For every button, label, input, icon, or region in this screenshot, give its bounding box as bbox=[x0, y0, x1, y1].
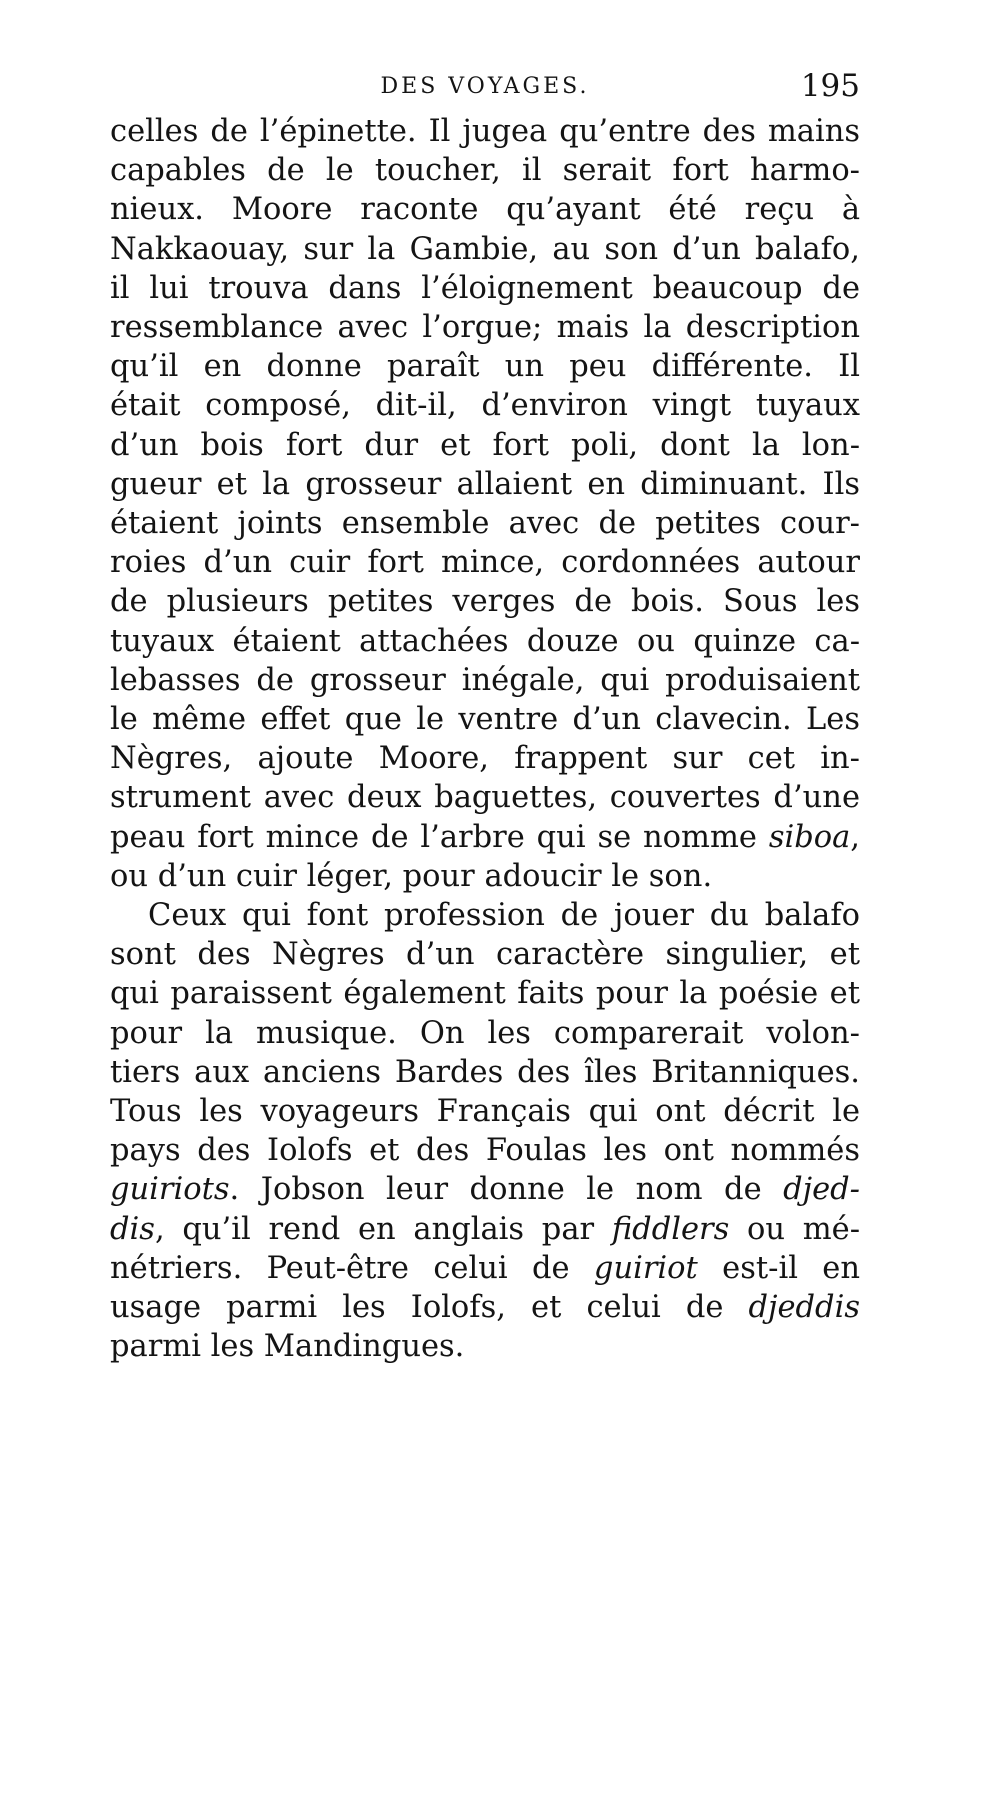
text-line bbox=[110, 112, 860, 151]
text-segment: ressemblance avec l’orgue; mais la description bbox=[110, 310, 860, 346]
text-segment: peau fort mince de l’arbre qui se nomme bbox=[110, 819, 769, 855]
text-line bbox=[110, 190, 860, 229]
text-segment: pour la musique. On les comparerait volon- bbox=[110, 1015, 860, 1051]
italic-word: guiriots bbox=[110, 1172, 230, 1208]
text-segment: , qu’il rend en anglais par bbox=[154, 1211, 612, 1247]
text-segment: le même effet que le ventre d’un clavecin. Les bbox=[110, 702, 860, 738]
text-segment: gueur et la grosseur allaient en diminuant. Ils bbox=[110, 466, 860, 502]
text-segment: nieux. Moore raconte qu’ayant été reçu à bbox=[110, 192, 860, 228]
text-line bbox=[110, 1170, 860, 1209]
italic-word: djed- bbox=[783, 1172, 860, 1208]
text-segment: il lui trouva dans l’éloignement beaucoup de bbox=[110, 270, 860, 306]
text-line bbox=[110, 543, 860, 582]
text-segment: tiers aux anciens Bardes des îles Britanniques. bbox=[110, 1054, 860, 1090]
text-segment: était composé, dit-il, d’environ vingt tuyaux bbox=[110, 388, 860, 424]
text-segment: ou mé- bbox=[729, 1211, 860, 1247]
text-segment: . Jobson leur donne le nom de bbox=[229, 1172, 784, 1208]
text-line bbox=[110, 974, 860, 1013]
text-segment: Tous les voyageurs Français qui ont décrit le bbox=[110, 1094, 860, 1130]
text-line bbox=[110, 1288, 860, 1327]
text-line bbox=[110, 700, 860, 739]
text-line bbox=[110, 818, 860, 857]
text-line bbox=[110, 1014, 860, 1053]
text-segment: d’un bois fort dur et fort poli, dont la lon- bbox=[110, 427, 860, 463]
text-segment: Ceux qui font profession de jouer du balafo bbox=[148, 898, 860, 934]
text-segment: celles de l’épinette. Il jugea qu’entre des mains bbox=[110, 114, 860, 149]
text-line bbox=[110, 857, 860, 896]
text-line bbox=[110, 269, 860, 308]
text-line bbox=[110, 504, 860, 543]
text-segment: qu’il en donne paraît un peu différente. Il bbox=[110, 349, 860, 385]
text-segment: de plusieurs petites verges de bois. Sous les bbox=[110, 584, 860, 620]
text-line bbox=[110, 778, 860, 817]
body-text bbox=[110, 112, 860, 1367]
text-line bbox=[110, 739, 860, 778]
text-line bbox=[110, 308, 860, 347]
text-line bbox=[110, 347, 860, 386]
text-segment: étaient joints ensemble avec de petites cour- bbox=[110, 506, 860, 542]
text-segment: Nakkaouay, sur la Gambie, au son d’un balafo, bbox=[110, 231, 860, 267]
text-line bbox=[110, 661, 860, 700]
text-segment: Nègres, ajoute Moore, frappent sur cet in- bbox=[110, 741, 860, 777]
text-line bbox=[110, 426, 860, 465]
text-segment: parmi les Mandingues. bbox=[110, 1329, 465, 1365]
text-segment: nétriers. Peut-être celui de bbox=[110, 1250, 594, 1286]
text-line bbox=[110, 386, 860, 425]
text-line bbox=[110, 1327, 860, 1366]
text-segment: qui paraissent également faits pour la poésie et bbox=[110, 976, 860, 1012]
italic-word: djeddis bbox=[748, 1290, 860, 1326]
paragraph bbox=[110, 112, 860, 896]
text-segment: tuyaux étaient attachées douze ou quinze ca- bbox=[110, 623, 860, 659]
text-line bbox=[110, 230, 860, 269]
running-head bbox=[110, 68, 860, 108]
text-line bbox=[110, 151, 860, 190]
text-segment: strument avec deux baguettes, couvertes d’une bbox=[110, 780, 860, 816]
text-segment: pays des Iolofs et des Foulas les ont nommés bbox=[110, 1133, 860, 1169]
text-line bbox=[110, 896, 860, 935]
text-segment: sont des Nègres d’un caractère singulier, et bbox=[110, 937, 860, 973]
paragraph bbox=[110, 896, 860, 1366]
page-number: 195 bbox=[800, 68, 860, 104]
text-segment: usage parmi les Iolofs, et celui de bbox=[110, 1290, 749, 1326]
text-segment: , bbox=[850, 819, 860, 855]
italic-word: fiddlers bbox=[611, 1211, 730, 1247]
text-segment: est-il en bbox=[697, 1250, 861, 1286]
text-segment: capables de le toucher, il serait fort harmo- bbox=[110, 153, 860, 189]
text-segment: lebasses de grosseur inégale, qui produisaient bbox=[110, 662, 860, 698]
text-line bbox=[110, 1092, 860, 1131]
text-line bbox=[110, 622, 860, 661]
text-line bbox=[110, 1053, 860, 1092]
text-line bbox=[110, 1131, 860, 1170]
text-line bbox=[110, 1249, 860, 1288]
text-line bbox=[110, 465, 860, 504]
text-segment: roies d’un cuir fort mince, cordonnées autour bbox=[110, 545, 860, 581]
italic-word: guiriot bbox=[593, 1250, 698, 1286]
text-line bbox=[110, 1210, 860, 1249]
text-segment: ou d’un cuir léger, pour adoucir le son. bbox=[110, 858, 713, 894]
text-line bbox=[110, 582, 860, 621]
text-line bbox=[110, 935, 860, 974]
italic-word: siboa bbox=[768, 819, 851, 855]
running-title: DES VOYAGES. bbox=[380, 74, 590, 99]
italic-word: dis bbox=[110, 1211, 155, 1247]
